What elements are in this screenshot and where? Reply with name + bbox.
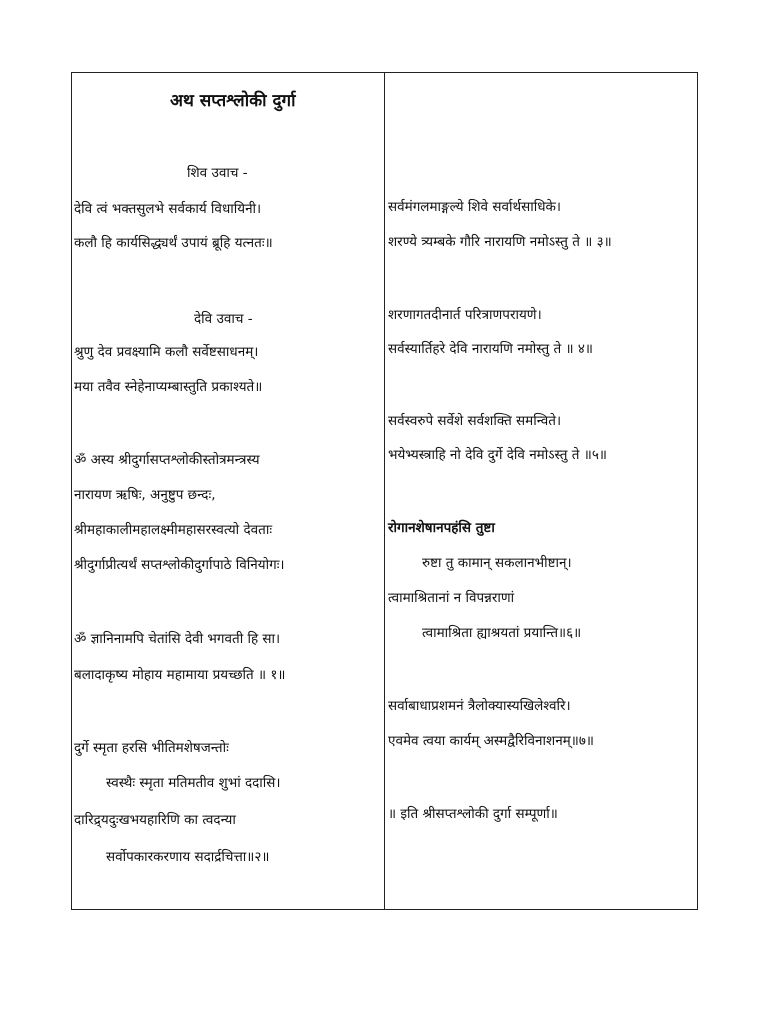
viniyoga-line-3: श्रीमहाकालीमहालक्ष्मीमहासरस्वत्यो देवताः — [74, 522, 273, 538]
text-table — [71, 72, 698, 910]
verse6-line-4: त्वामाश्रिता ह्याश्रयतां प्रयान्ति॥६॥ — [422, 625, 582, 641]
devi-line-1: श्रुणु देव प्रवक्ष्यामि कलौ सर्वेष्टसाधनम्। — [74, 344, 259, 360]
shiva-line-1: देवि त्वं भक्तसुलभे सर्वकार्य विधायिनी। — [74, 201, 262, 217]
viniyoga-line-1: ॐ अस्य श्रीदुर्गासप्तश्लोकीस्तोत्रमन्त्रस्य — [74, 452, 260, 468]
devi-heading: देवि उवाच - — [194, 311, 253, 327]
verse6-line-1: रोगानशेषानपहंसि तुष्टा — [388, 520, 495, 536]
devi-line-2: मया तवैव स्नेहेनाप्यम्बास्तुति प्रकाश्यते॥ — [74, 379, 263, 395]
verse1-line-2: बलादाकृष्य मोहाय महामाया प्रयच्छति ॥ १॥ — [74, 667, 286, 683]
viniyoga-line-2: नारायण ऋषिः, अनुष्टुप छन्दः, — [74, 487, 216, 503]
verse4-line-2: सर्वस्यार्तिहरे देवि नारायणि नमोस्तु ते ॥ ४॥ — [388, 341, 594, 357]
verse7-line-1: सर्वाबाधाप्रशमनं त्रैलोक्यास्यखिलेश्वरि। — [388, 698, 571, 714]
column-divider — [384, 73, 385, 909]
verse2-line-3: दारिद्र्यदुःखभयहारिणि का त्वदन्या — [74, 812, 236, 828]
closing-line: ॥ इति श्रीसप्तश्लोकी दुर्गा सम्पूर्णा॥ — [388, 806, 558, 822]
verse7-line-2: एवमेव त्वया कार्यम् अस्मद्वैरिविनाशनम्॥७॥ — [388, 733, 594, 749]
shiva-heading: शिव उवाच - — [187, 165, 248, 181]
shiva-line-2: कलौ हि कार्यसिद्ध्यर्थं उपायं ब्रूहि यत्नतः॥ — [74, 235, 273, 251]
verse2-line-1: दुर्गे स्मृता हरसि भीतिमशेषजन्तोः — [74, 740, 229, 756]
viniyoga-line-4: श्रीदुर्गाप्रीत्यर्थं सप्तश्लोकीदुर्गापाठे विनियोगः। — [74, 557, 285, 573]
verse2-line-4: सर्वोपकारकरणाय सदार्द्रचित्ता॥२॥ — [106, 849, 270, 865]
verse2-line-2: स्वस्थैः स्मृता मतिमतीव शुभां ददासि। — [106, 775, 281, 791]
verse3-line-2: शरण्ये त्र्यम्बके गौरि नारायणि नमोऽस्तु ते ॥ ३॥ — [388, 234, 612, 250]
verse3-line-1: सर्वमंगलमाङ्गल्ये शिवे सर्वार्थसाधिके। — [388, 199, 561, 215]
verse6-line-3: त्वामाश्रितानां न विपन्नराणां — [388, 590, 515, 606]
verse5-line-1: सर्वस्वरुपे सर्वेशे सर्वशक्ति समन्विते। — [388, 413, 562, 429]
verse5-line-2: भयेभ्यस्त्राहि नो देवि दुर्गे देवि नमोऽस्तु ते ॥५॥ — [388, 447, 607, 463]
document-title: अथ सप्तश्लोकी दुर्गा — [170, 91, 296, 111]
verse6-line-2: रुष्टा तु कामान् सकलानभीष्टान्। — [422, 555, 572, 571]
verse1-line-1: ॐ ज्ञानिनामपि चेतांसि देवी भगवती हि सा। — [74, 631, 281, 647]
verse4-line-1: शरणागतदीनार्त परित्राणपरायणे। — [388, 307, 542, 323]
